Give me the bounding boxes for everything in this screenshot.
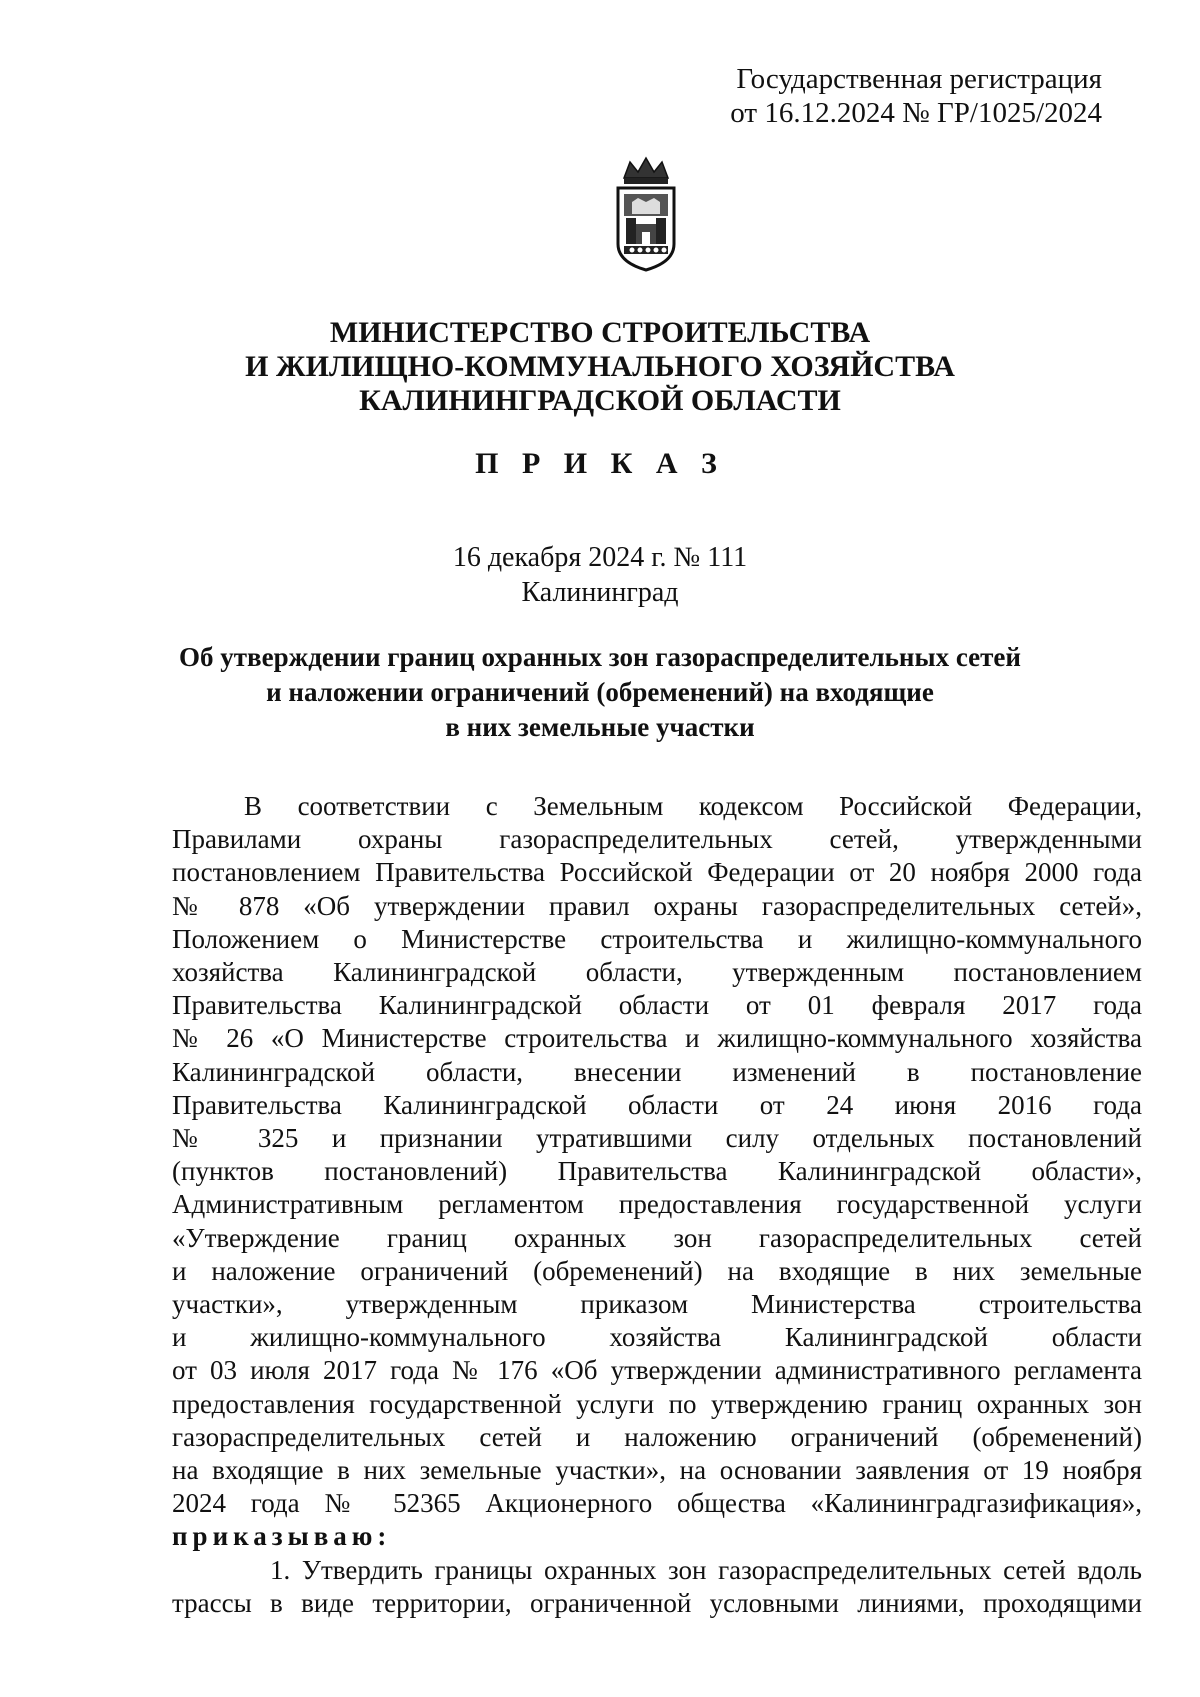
ministry-name-line-2: И ЖИЛИЩНО-КОММУНАЛЬНОГО ХОЗЯЙСТВА bbox=[245, 350, 955, 383]
order-word: приказываю: bbox=[172, 1521, 392, 1552]
body-line: Правительства Калининградской области от 24 июня 2016 года bbox=[172, 1089, 1142, 1120]
body-line: участки», утвержденным приказом Министерства строительства bbox=[172, 1289, 1142, 1320]
order-body bbox=[172, 790, 1142, 1620]
body-line: и наложение ограничений (обременений) на входящие в них земельные bbox=[172, 1255, 1142, 1286]
ministry-name-line-3: КАЛИНИНГРАДСКОЙ ОБЛАСТИ bbox=[359, 384, 841, 417]
subject-line-2: и наложении ограничений (обременений) на входящие bbox=[266, 677, 934, 707]
document-type-title: П Р И К А З bbox=[475, 447, 725, 480]
ministry-name-line-1: МИНИСТЕРСТВО СТРОИТЕЛЬСТВА bbox=[329, 316, 871, 349]
coat-of-arms-icon bbox=[610, 156, 682, 272]
body-line: № 325 и признании утратившими силу отдельных постановлений bbox=[172, 1123, 1142, 1154]
date-and-number bbox=[0, 540, 1200, 610]
body-line: Положением о Министерстве строительства и жилищно-коммунального bbox=[172, 923, 1142, 954]
body-line: Правительства Калининградской области от 01 февраля 2017 года bbox=[172, 990, 1142, 1021]
registration-line-2: от 16.12.2024 № ГР/1025/2024 bbox=[730, 97, 1102, 129]
body-line: и жилищно-коммунального хозяйства Калининградской области bbox=[172, 1322, 1142, 1353]
city-line: Калининград bbox=[521, 577, 679, 608]
body-line: постановлением Правительства Российской Федерации от 20 ноября 2000 года bbox=[172, 857, 1142, 888]
item-1-line: 1. Утвердить границы охранных зон газораспределительных сетей вдоль bbox=[270, 1554, 1142, 1585]
body-line: (пунктов постановлений) Правительства Калининградской области», bbox=[172, 1156, 1142, 1187]
body-line: на входящие в них земельные участки», на основании заявления от 19 ноября bbox=[172, 1455, 1142, 1486]
body-line: Правилами охраны газораспределительных сетей, утвержденными bbox=[172, 824, 1142, 855]
body-line: № 26 «О Министерстве строительства и жилищно-коммунального хозяйства bbox=[172, 1023, 1142, 1054]
subject-line-1: Об утверждении границ охранных зон газораспределительных сетей bbox=[179, 642, 1021, 672]
registration-stamp bbox=[730, 62, 1102, 130]
body-line: № 878 «Об утверждении правил охраны газораспределительных сетей», bbox=[172, 890, 1142, 921]
body-line: Административным регламентом предоставления государственной услуги bbox=[172, 1189, 1142, 1220]
ministry-name bbox=[0, 316, 1200, 418]
body-line: 2024 года № 52365 Акционерного общества «Калининградгазификация», bbox=[172, 1488, 1142, 1519]
body-line: хозяйства Калининградской области, утвержденным постановлением bbox=[172, 957, 1142, 988]
body-line: от 03 июля 2017 года № 176 «Об утверждении административного регламента bbox=[172, 1355, 1142, 1386]
order-subject bbox=[0, 640, 1200, 745]
body-line: предоставления государственной услуги по утверждению границ охранных зон bbox=[172, 1388, 1142, 1419]
order-word-line bbox=[172, 1520, 1142, 1553]
subject-line-3: в них земельные участки bbox=[445, 712, 755, 742]
registration-line-1: Государственная регистрация bbox=[736, 63, 1102, 95]
body-line: Калининградской области, внесении изменений в постановление bbox=[172, 1056, 1142, 1087]
item-1-line: трассы в виде территории, ограниченной условными линиями, проходящими bbox=[172, 1587, 1142, 1618]
body-line: газораспределительных сетей и наложению ограничений (обременений) bbox=[172, 1421, 1142, 1452]
body-line: «Утверждение границ охранных зон газораспределительных сетей bbox=[172, 1222, 1142, 1253]
body-line: В соответствии с Земельным кодексом Российской Федерации, bbox=[244, 791, 1142, 821]
date-number-line: 16 декабря 2024 г. № 111 bbox=[452, 542, 748, 573]
